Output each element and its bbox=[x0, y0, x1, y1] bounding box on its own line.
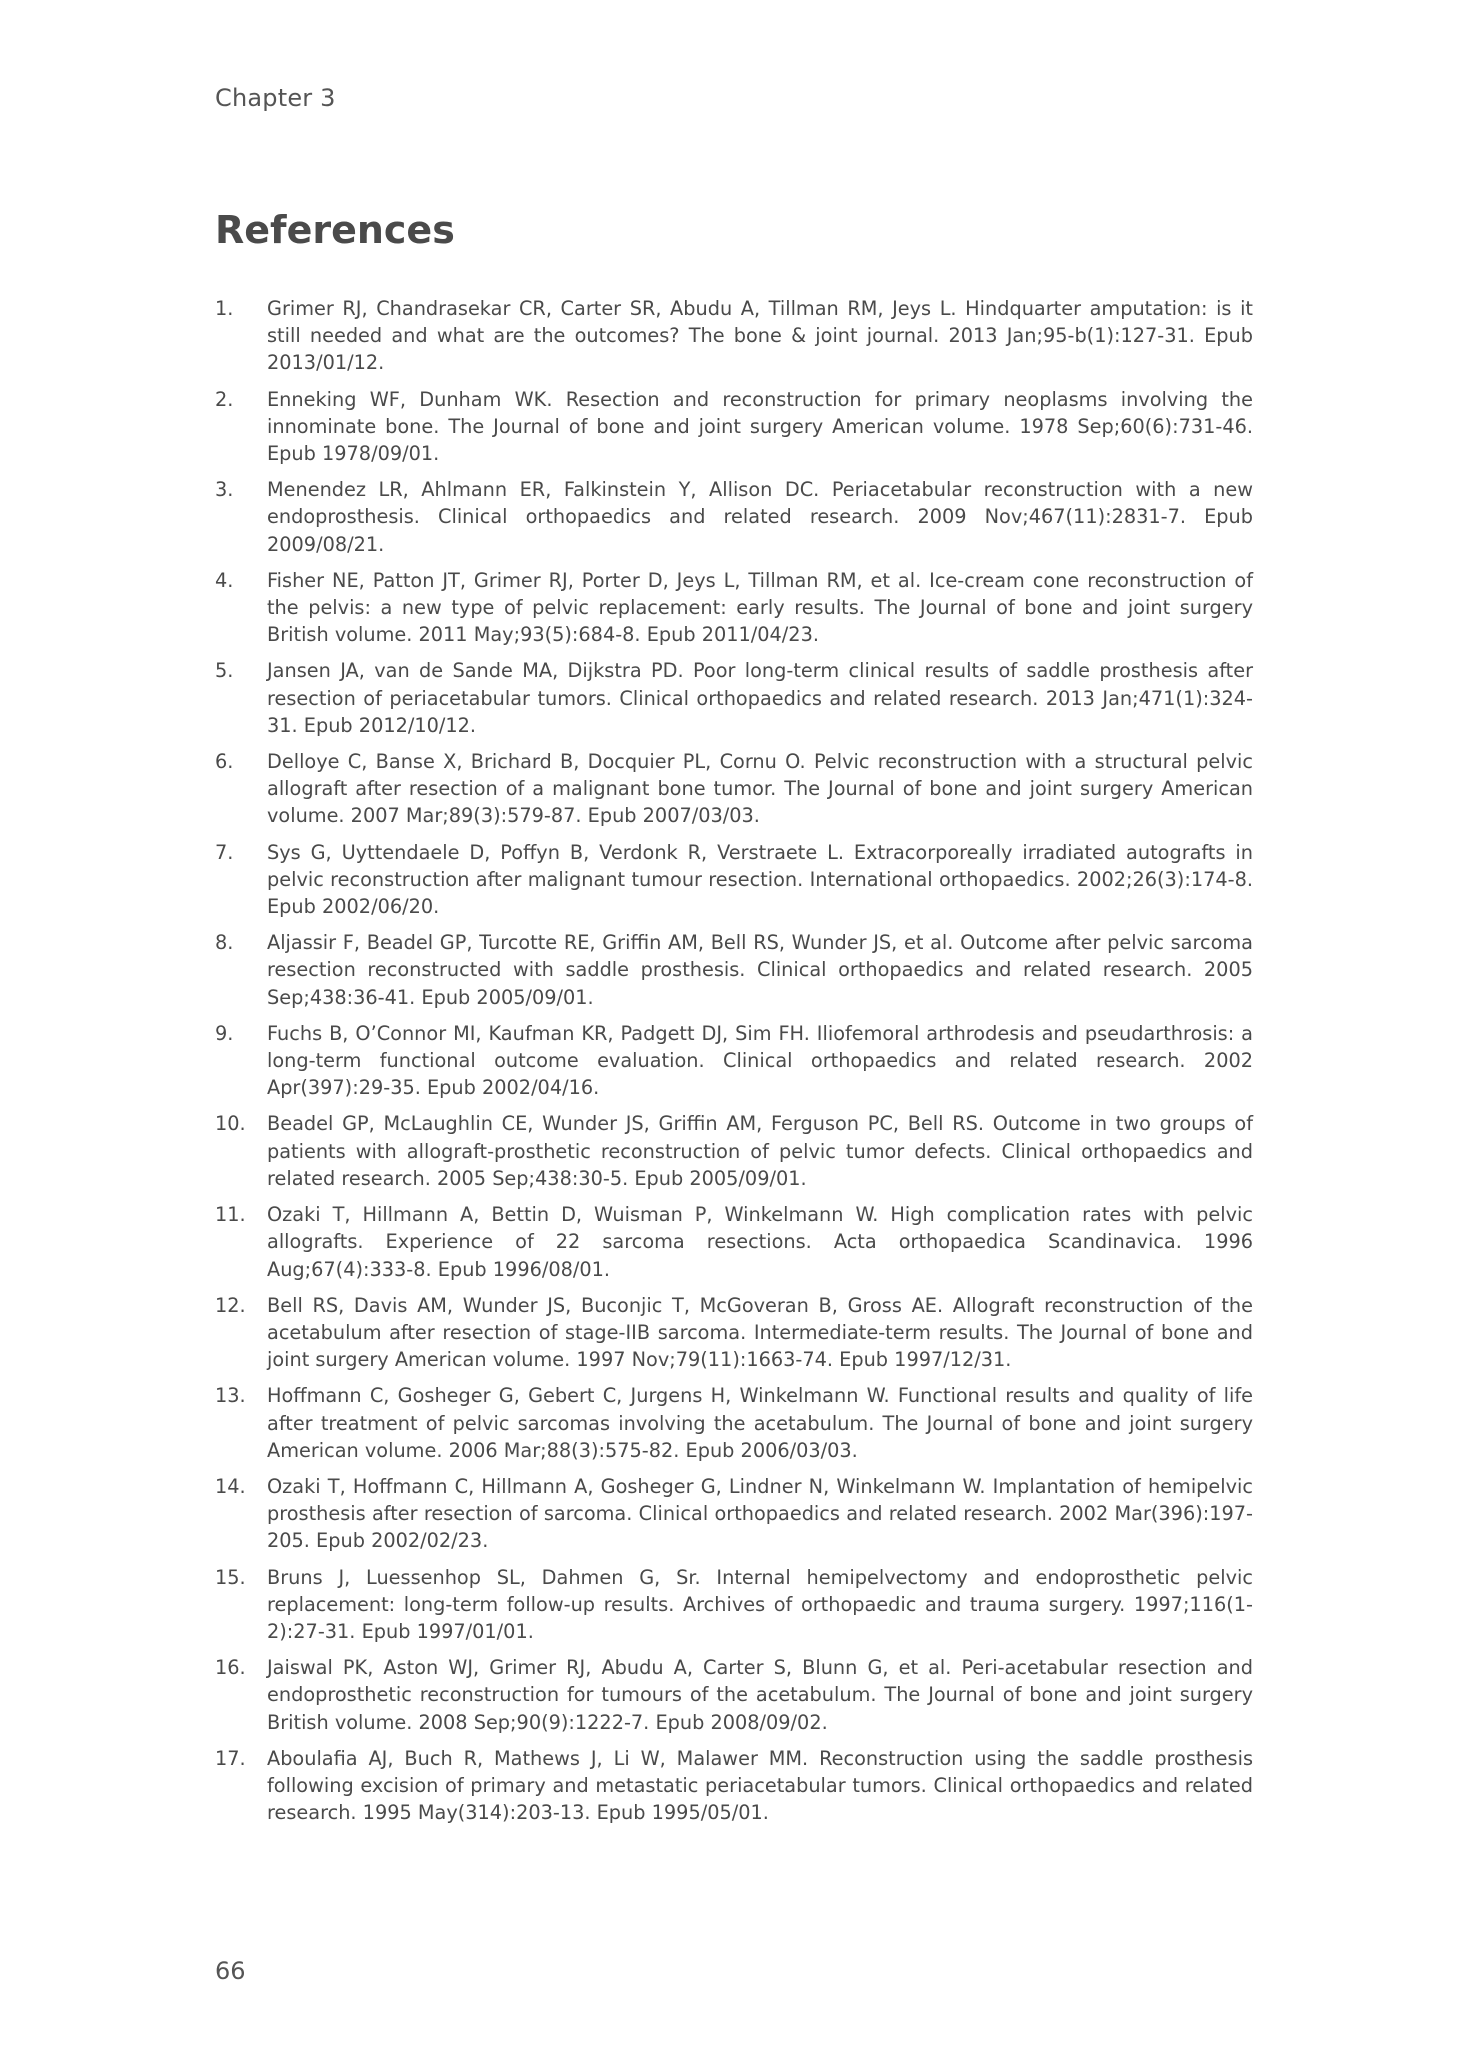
reference-number: 4. bbox=[215, 568, 234, 592]
reference-text: Fuchs B, O’Connor MI, Kaufman KR, Padgett DJ, Sim FH. Iliofemoral arthrodesis and pseudarthrosis: a long-term functional outcome evaluation. Clinical orthopaedics and related research. 2002 Apr(397):29-35. Epub 2002/04/16. bbox=[267, 1021, 1253, 1100]
reference-item bbox=[215, 839, 1253, 921]
reference-number: 7. bbox=[215, 840, 234, 864]
reference-text: Beadel GP, McLaughlin CE, Wunder JS, Griffin AM, Ferguson PC, Bell RS. Outcome in two groups of patients with allograft-prosthetic reconstruction of pelvic tumor defects. Clinical orthopaedics and related research. 2005 Sep;438:30-5. Epub 2005/09/01. bbox=[267, 1112, 1253, 1190]
reference-item bbox=[215, 567, 1253, 649]
reference-text: Sys G, Uyttendaele D, Poffyn B, Verdonk R, Verstraete L. Extracorporeally irradiated autografts in pelvic reconstruction after malignant tumour resection. International orthopaedics. 2002;26(3):174-8. Epub 2002/06/20. bbox=[267, 840, 1253, 919]
reference-item bbox=[215, 1292, 1253, 1374]
reference-text: Grimer RJ, Chandrasekar CR, Carter SR, Abudu A, Tillman RM, Jeys L. Hindquarter amputation: is it still needed and what are the outcomes? The bone & joint journal. 2013 Jan;95-b(1):127-31. Epub 2013/01/12. bbox=[267, 297, 1253, 375]
reference-number: 6. bbox=[215, 750, 234, 774]
reference-item bbox=[215, 476, 1253, 558]
reference-item bbox=[215, 1020, 1253, 1102]
reference-number: 12. bbox=[215, 1293, 246, 1317]
reference-number: 5. bbox=[215, 659, 234, 683]
reference-text: Aboulafia AJ, Buch R, Mathews J, Li W, Malawer MM. Reconstruction using the saddle prosthesis following excision of primary and metastatic periacetabular tumors. Clinical orthopaedics and related research. 1995 May(314):203-13. Epub 1995/05/01. bbox=[267, 1746, 1253, 1825]
reference-number: 10. bbox=[215, 1112, 246, 1136]
reference-item bbox=[215, 748, 1253, 830]
reference-item bbox=[215, 1473, 1253, 1555]
reference-number: 15. bbox=[215, 1565, 246, 1589]
reference-number: 11. bbox=[215, 1203, 246, 1227]
reference-number: 3. bbox=[215, 478, 234, 502]
reference-item bbox=[215, 929, 1253, 1011]
reference-text: Jaiswal PK, Aston WJ, Grimer RJ, Abudu A, Carter S, Blunn G, et al. Peri-acetabular resection and endoprosthetic reconstruction for tumours of the acetabulum. The Journal of bone and joint surgery British volume. 2008 Sep;90(9):1222-7. Epub 2008/09/02. bbox=[267, 1656, 1253, 1734]
reference-text: Jansen JA, van de Sande MA, Dijkstra PD. Poor long-term clinical results of saddle prosthesis after resection of periacetabular tumors. Clinical orthopaedics and related research. 2013 Jan;471(1):324-31. Epub 2012/10/12. bbox=[267, 659, 1253, 737]
reference-number: 16. bbox=[215, 1656, 246, 1680]
reference-item bbox=[215, 295, 1253, 377]
reference-text: Bell RS, Davis AM, Wunder JS, Buconjic T, McGoveran B, Gross AE. Allograft reconstruction of the acetabulum after resection of stage-IIB sarcoma. Intermediate-term results. The Journal of bone and joint surgery American volume. 1997 Nov;79(11):1663-74. Epub 1997/12/31. bbox=[267, 1293, 1253, 1372]
reference-list bbox=[215, 295, 1253, 1835]
reference-item bbox=[215, 1382, 1253, 1464]
reference-number: 14. bbox=[215, 1474, 246, 1498]
reference-item bbox=[215, 1745, 1253, 1827]
reference-number: 8. bbox=[215, 931, 234, 955]
reference-number: 17. bbox=[215, 1746, 246, 1770]
reference-item bbox=[215, 386, 1253, 468]
reference-number: 1. bbox=[215, 297, 234, 320]
reference-text: Delloye C, Banse X, Brichard B, Docquier PL, Cornu O. Pelvic reconstruction with a structural pelvic allograft after resection of a malignant bone tumor. The Journal of bone and joint surgery American volume. 2007 Mar;89(3):579-87. Epub 2007/03/03. bbox=[267, 750, 1253, 828]
reference-text: Aljassir F, Beadel GP, Turcotte RE, Griffin AM, Bell RS, Wunder JS, et al. Outcome after pelvic sarcoma resection reconstructed with saddle prosthesis. Clinical orthopaedics and related research. 2005 Sep;438:36-41. Epub 2005/09/01. bbox=[267, 931, 1253, 1009]
section-title: References bbox=[215, 208, 455, 252]
reference-text: Hoffmann C, Gosheger G, Gebert C, Jurgens H, Winkelmann W. Functional results and quality of life after treatment of pelvic sarcomas involving the acetabulum. The Journal of bone and joint surgery American volume. 2006 Mar;88(3):575-82. Epub 2006/03/03. bbox=[267, 1384, 1253, 1462]
reference-text: Menendez LR, Ahlmann ER, Falkinstein Y, Allison DC. Periacetabular reconstruction with a new endoprosthesis. Clinical orthopaedics and related research. 2009 Nov;467(11):2831-7. Epub 2009/08/21. bbox=[267, 478, 1253, 556]
chapter-header: Chapter 3 bbox=[215, 84, 336, 112]
reference-item bbox=[215, 1201, 1253, 1283]
reference-number: 13. bbox=[215, 1384, 246, 1408]
reference-text: Enneking WF, Dunham WK. Resection and reconstruction for primary neoplasms involving the innominate bone. The Journal of bone and joint surgery American volume. 1978 Sep;60(6):731-46. Epub 1978/09/01. bbox=[267, 387, 1253, 466]
page-number: 66 bbox=[215, 1957, 246, 1985]
reference-text: Bruns J, Luessenhop SL, Dahmen G, Sr. Internal hemipelvectomy and endoprosthetic pelvic replacement: long-term follow-up results. Archives of orthopaedic and trauma surgery. 1997;116(1-2):27-31. Epub 1997/01/01. bbox=[267, 1565, 1253, 1643]
reference-text: Ozaki T, Hoffmann C, Hillmann A, Gosheger G, Lindner N, Winkelmann W. Implantation of hemipelvic prosthesis after resection of sarcoma. Clinical orthopaedics and related research. 2002 Mar(396):197-205. Epub 2002/02/23. bbox=[267, 1474, 1253, 1553]
reference-item bbox=[215, 1654, 1253, 1736]
reference-item bbox=[215, 1564, 1253, 1646]
reference-text: Fisher NE, Patton JT, Grimer RJ, Porter D, Jeys L, Tillman RM, et al. Ice-cream cone reconstruction of the pelvis: a new type of pelvic replacement: early results. The Journal of bone and joint surgery British volume. 2011 May;93(5):684-8. Epub 2011/04/23. bbox=[267, 568, 1253, 647]
reference-text: Ozaki T, Hillmann A, Bettin D, Wuisman P, Winkelmann W. High complication rates with pelvic allografts. Experience of 22 sarcoma resections. Acta orthopaedica Scandinavica. 1996 Aug;67(4):333-8. Epub 1996/08/01. bbox=[267, 1203, 1253, 1281]
reference-item bbox=[215, 657, 1253, 739]
reference-item bbox=[215, 1110, 1253, 1192]
reference-number: 2. bbox=[215, 387, 234, 411]
reference-number: 9. bbox=[215, 1021, 234, 1045]
